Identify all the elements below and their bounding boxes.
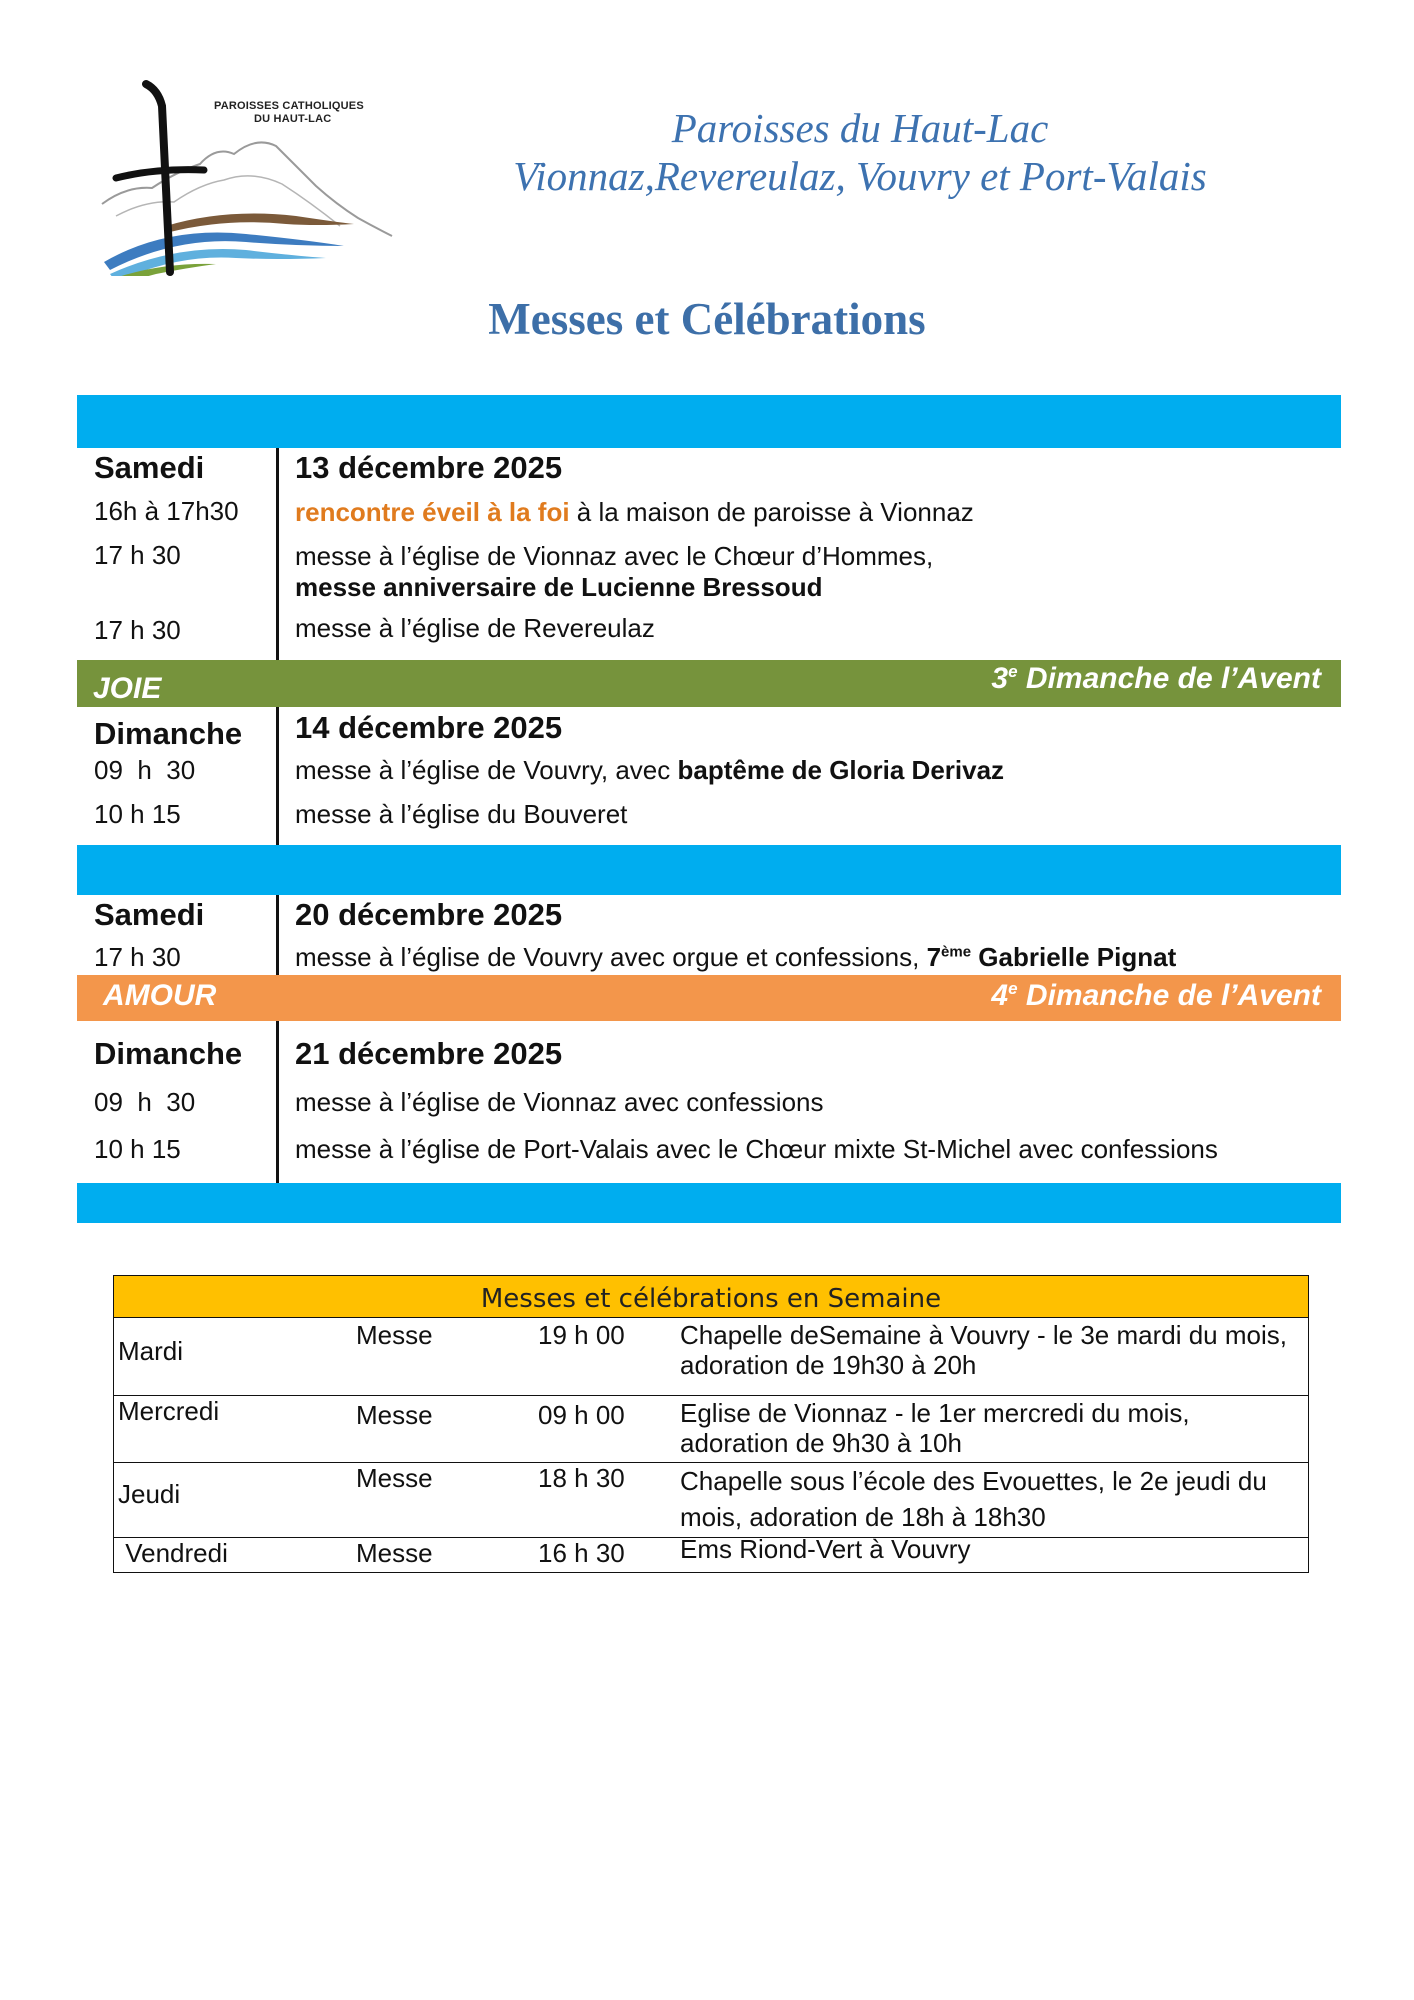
block2-date: 14 décembre 2025	[295, 710, 563, 745]
block3-row1-desc: messe à l’église de Vouvry avec orgue et confessions, 7ème Gabrielle Pignat	[295, 942, 1177, 972]
logo-line-1: PAROISSES CATHOLIQUES	[214, 100, 364, 112]
weekday-cell: Vendredi	[118, 1538, 228, 1568]
logo-line-2: DU HAUT-LAC	[254, 113, 332, 125]
block4-row2-time: 10 h 15	[94, 1134, 181, 1164]
pignat-bold: Gabrielle Pignat	[971, 942, 1177, 972]
weekday-cell: Jeudi	[118, 1479, 181, 1509]
block4-row1-desc: messe à l’église de Vionnaz avec confessions	[295, 1087, 824, 1117]
table-row	[114, 1396, 1308, 1463]
block1-row2-bold: messe anniversaire de Lucienne Bressoud	[295, 572, 823, 602]
hour-cell: 19 h 00	[538, 1320, 625, 1350]
type-cell: Messe	[356, 1463, 433, 1493]
block3-date: 20 décembre 2025	[295, 897, 563, 932]
block1-day: Samedi	[94, 450, 205, 485]
blue-band-middle	[77, 845, 1341, 895]
blue-band-top	[77, 395, 1341, 448]
amour-band	[77, 975, 1341, 1021]
note-cell: Chapelle deSemaine à Vouvry - le 3e mardi du mois, adoration de 19h30 à 20h	[680, 1320, 1287, 1380]
block2-day: Dimanche	[94, 716, 243, 751]
block2-row1-time: 09 h 30	[94, 755, 196, 785]
bapteme-bold: baptême de Gloria Derivaz	[677, 755, 1005, 785]
block4-day: Dimanche	[94, 1036, 243, 1071]
type-cell: Messe	[356, 1320, 433, 1350]
joie-sunday: 3e Dimanche de l’Avent	[991, 662, 1321, 695]
block2-row2-desc: messe à l’église du Bouveret	[295, 799, 628, 829]
table-row	[114, 1318, 1308, 1396]
column-divider	[276, 707, 279, 845]
hour-cell: 09 h 00	[538, 1400, 625, 1430]
block4-row2-desc: messe à l’église de Port-Valais avec le Chœur mixte St-Michel avec confessions	[295, 1134, 1218, 1164]
block2-row2-time: 10 h 15	[94, 799, 181, 829]
weekday-cell: Mercredi	[118, 1396, 220, 1426]
block1-row1-time: 16h à 17h30	[94, 496, 239, 526]
block1-row3-time: 17 h 30	[94, 615, 181, 645]
amour-sunday: 4e Dimanche de l’Avent	[991, 979, 1321, 1012]
block3-row1-time: 17 h 30	[94, 942, 181, 972]
column-divider	[276, 895, 279, 975]
note-cell: Chapelle sous l’école des Evouettes, le 2e jeudi du mois, adoration de 18h à 18h30	[680, 1466, 1267, 1532]
table-row	[114, 1463, 1308, 1538]
logo-caption	[214, 100, 364, 126]
weekday-cell: Mardi	[118, 1336, 184, 1366]
type-cell: Messe	[356, 1538, 433, 1568]
block1-row2-time: 17 h 30	[94, 540, 181, 570]
weekly-table-title: Messes et célébrations en Semaine	[114, 1276, 1308, 1318]
block3-day: Samedi	[94, 897, 205, 932]
note-cell: Ems Riond-Vert à Vouvry	[680, 1534, 971, 1564]
block1-date: 13 décembre 2025	[295, 450, 563, 485]
block2-row1-desc: messe à l’église de Vouvry, avec baptême de Gloria Derivaz	[295, 755, 1005, 785]
eveil-foi-highlight: rencontre éveil à la foi	[295, 497, 570, 527]
column-divider	[276, 448, 279, 660]
joie-band	[77, 660, 1341, 707]
type-cell: Messe	[356, 1400, 433, 1430]
weekly-masses-table	[113, 1275, 1309, 1573]
block4-date: 21 décembre 2025	[295, 1036, 563, 1071]
header-parishes: Paroisses du Haut-Lac	[671, 105, 1049, 151]
blue-band-bottom	[77, 1183, 1341, 1223]
joie-label: JOIE	[93, 672, 162, 705]
hour-cell: 16 h 30	[538, 1538, 625, 1568]
block1-row2-desc: messe à l’église de Vionnaz avec le Chœur d’Hommes,	[295, 541, 934, 571]
hour-cell: 18 h 30	[538, 1463, 625, 1493]
header-locations: Vionnaz,Revereulaz, Vouvry et Port-Valais	[513, 153, 1207, 199]
block1-row3-desc: messe à l’église de Revereulaz	[295, 613, 655, 643]
column-divider	[276, 1021, 279, 1183]
page-title: Messes et Célébrations	[488, 294, 926, 344]
table-row	[114, 1534, 1308, 1572]
amour-label: AMOUR	[103, 979, 217, 1012]
block4-row1-time: 09 h 30	[94, 1087, 196, 1117]
note-cell: Eglise de Vionnaz - le 1er mercredi du mois, adoration de 9h30 à 10h	[680, 1398, 1190, 1458]
block1-row1-desc: rencontre éveil à la foi à la maison de paroisse à Vionnaz	[295, 497, 974, 527]
